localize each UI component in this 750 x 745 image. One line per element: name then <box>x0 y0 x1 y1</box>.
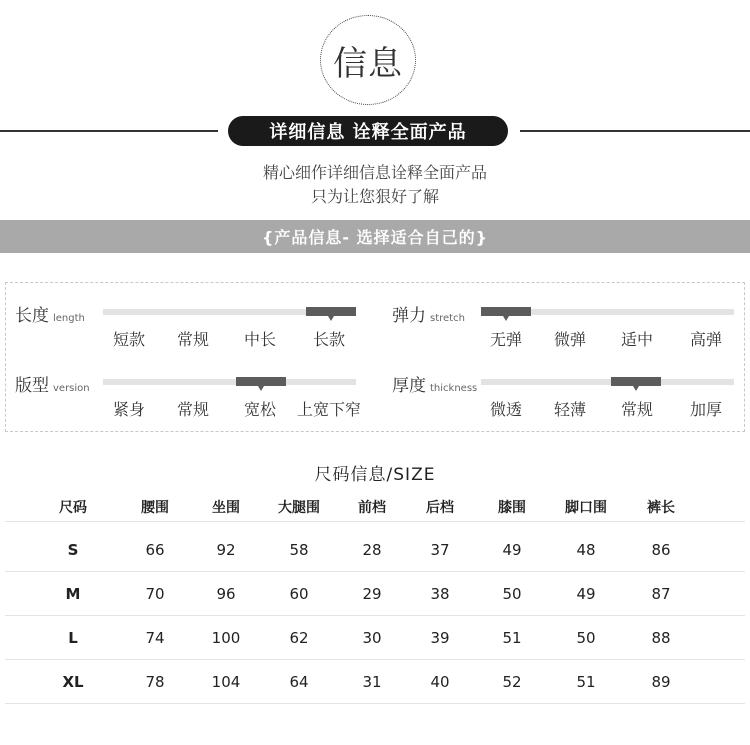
attribute-option: 短款 <box>112 330 146 349</box>
table-cell: 88 <box>651 628 671 647</box>
attribute-option: 常规 <box>176 330 210 349</box>
table-header-cell: 尺码 <box>59 499 87 516</box>
table-header-cell: 坐围 <box>212 499 240 516</box>
table-cell: 37 <box>430 540 450 559</box>
divider-right <box>520 130 750 132</box>
attribute-option: 微弹 <box>553 330 587 349</box>
table-cell: 60 <box>289 584 309 603</box>
table-cell: M <box>65 584 81 603</box>
attribute-slider-track <box>103 309 356 315</box>
attribute-option: 轻薄 <box>553 400 587 419</box>
attribute-slider-marker <box>611 377 661 386</box>
table-cell: 92 <box>216 540 236 559</box>
table-header-cell: 后档 <box>426 499 454 516</box>
size-table-title: 尺码信息/SIZE <box>314 465 436 485</box>
table-row <box>5 572 745 616</box>
table-cell: 28 <box>362 540 382 559</box>
attribute-option: 加厚 <box>689 400 723 419</box>
table-row <box>5 616 745 660</box>
table-cell: 51 <box>502 628 522 647</box>
table-cell: 87 <box>651 584 671 603</box>
table-header-cell: 大腿围 <box>278 499 320 516</box>
table-header-cell: 前档 <box>358 499 386 516</box>
header-banner: 详细信息 诠释全面产品 <box>228 116 508 146</box>
table-cell: 96 <box>216 584 236 603</box>
logo-text: 信息 <box>333 43 403 84</box>
table-cell: 31 <box>362 672 382 691</box>
table-cell: 58 <box>289 540 309 559</box>
table-cell: L <box>68 628 78 647</box>
table-cell: 50 <box>502 584 522 603</box>
attribute-slider-track <box>481 309 734 315</box>
attribute-option: 常规 <box>620 400 654 419</box>
attribute-slider-track <box>103 379 356 385</box>
attribute-slider-marker <box>236 377 286 386</box>
subtitle-line-1: 精心细作详细信息诠释全面产品 <box>262 163 487 182</box>
attribute-title: 弹力 stretch <box>392 306 465 326</box>
table-cell: 29 <box>362 584 382 603</box>
section-title-bar: {产品信息- 选择适合自己的} <box>0 220 750 253</box>
subtitle-line-2: 只为让您狠好了解 <box>310 187 439 206</box>
table-cell: 40 <box>430 672 450 691</box>
attribute-title: 长度 length <box>15 306 85 326</box>
table-header-cell: 裤长 <box>647 499 675 516</box>
attribute-slider-track <box>481 379 734 385</box>
attribute-option: 长款 <box>312 330 346 349</box>
attribute-option: 常规 <box>176 400 210 419</box>
table-cell: 104 <box>211 672 241 691</box>
attribute-option: 紧身 <box>112 400 146 419</box>
table-header-cell: 脚口围 <box>565 499 607 516</box>
table-cell: 49 <box>502 540 522 559</box>
table-row <box>5 660 745 704</box>
table-row <box>5 528 745 572</box>
attribute-option: 高弹 <box>689 330 723 349</box>
table-cell: 74 <box>145 628 165 647</box>
table-cell: 66 <box>145 540 165 559</box>
table-cell: 51 <box>576 672 596 691</box>
table-cell: 78 <box>145 672 165 691</box>
product-attributes-box <box>5 282 745 432</box>
attribute-option: 宽松 <box>243 400 277 419</box>
table-cell: 64 <box>289 672 309 691</box>
table-header-cell: 腰围 <box>141 499 169 516</box>
table-cell: S <box>67 540 79 559</box>
attribute-option: 上宽下窄 <box>296 400 362 419</box>
table-cell: 89 <box>651 672 671 691</box>
table-cell: 70 <box>145 584 165 603</box>
table-cell: 30 <box>362 628 382 647</box>
attribute-option: 无弹 <box>489 330 523 349</box>
table-cell: 48 <box>576 540 596 559</box>
attribute-slider-marker <box>481 307 531 316</box>
table-cell: 39 <box>430 628 450 647</box>
attribute-option: 微透 <box>489 400 523 419</box>
attribute-option: 适中 <box>620 330 654 349</box>
attribute-slider-marker <box>306 307 356 316</box>
table-cell: 50 <box>576 628 596 647</box>
table-header-cell: 膝围 <box>498 499 526 516</box>
table-cell: 62 <box>289 628 309 647</box>
table-header-row <box>5 492 745 522</box>
table-cell: 38 <box>430 584 450 603</box>
table-cell: 49 <box>576 584 596 603</box>
table-cell: 100 <box>211 628 241 647</box>
attribute-title: 版型 version <box>15 376 90 396</box>
logo-circle <box>320 15 416 105</box>
divider-left <box>0 130 218 132</box>
table-cell: XL <box>62 672 84 691</box>
table-cell: 86 <box>651 540 671 559</box>
attribute-option: 中长 <box>243 330 277 349</box>
attribute-title: 厚度 thickness <box>392 376 478 396</box>
table-cell: 52 <box>502 672 522 691</box>
